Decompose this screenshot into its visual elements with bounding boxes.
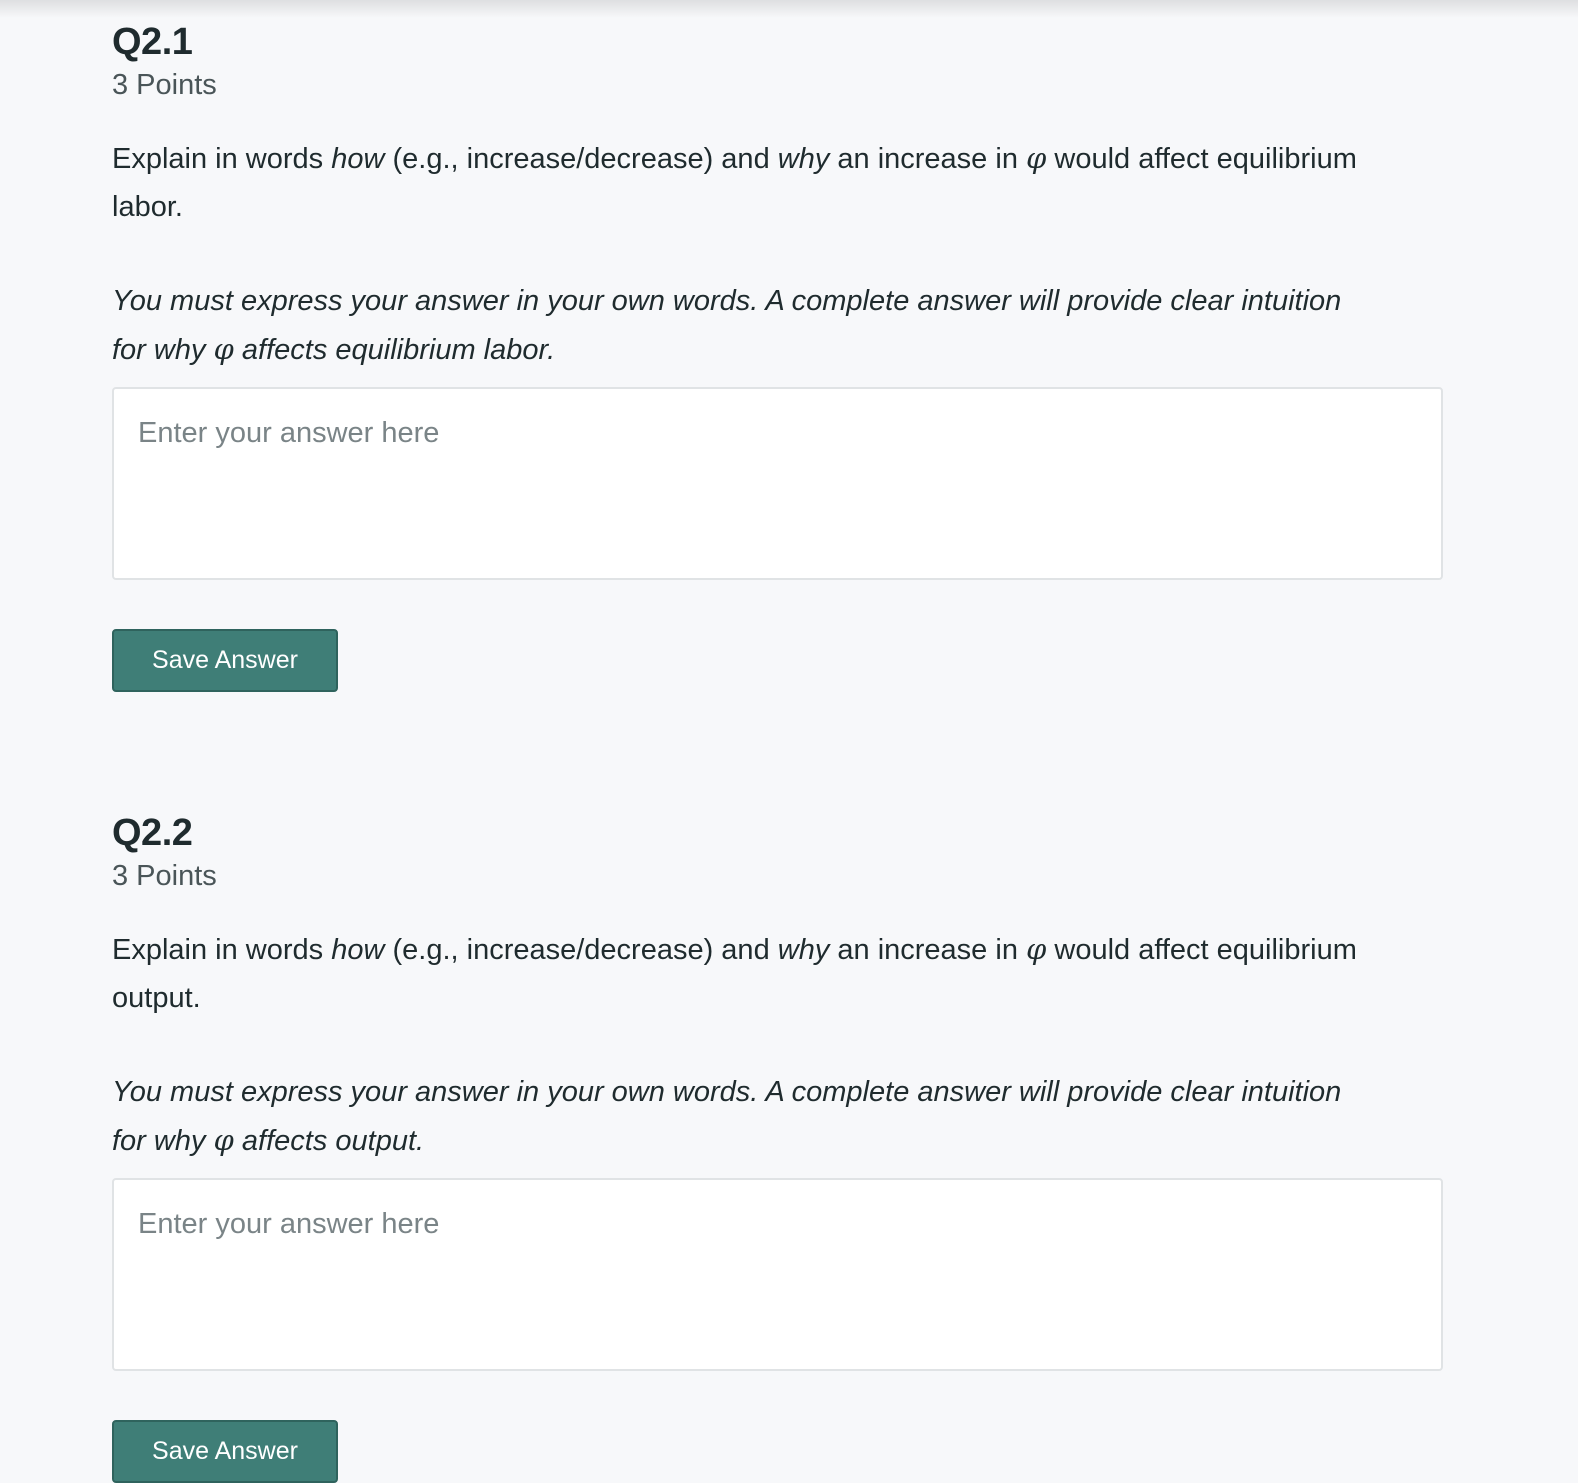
prompt-text: Explain in words — [112, 934, 332, 966]
note-text: affects output. — [233, 1124, 425, 1157]
prompt-text: would affect equilibrium labor. — [112, 143, 1357, 223]
question-points: 3 Points — [112, 860, 217, 892]
question-instructions — [112, 1069, 1372, 1165]
question-instructions — [112, 278, 1372, 374]
prompt-text: would affect equilibrium output. — [112, 934, 1357, 1014]
prompt-text: an increase in — [829, 143, 1026, 175]
answer-input[interactable] — [112, 387, 1443, 580]
note-text: affects equilibrium labor. — [233, 333, 556, 366]
prompt-text: (e.g., increase/decrease) and — [384, 143, 778, 175]
question-prompt — [112, 135, 1372, 231]
answer-input[interactable] — [112, 1178, 1443, 1371]
question-title: Q2.1 — [112, 21, 193, 63]
prompt-text: Explain in words — [112, 143, 332, 175]
phi-symbol: φ — [1026, 932, 1047, 966]
prompt-text: (e.g., increase/decrease) and — [384, 934, 778, 966]
question-points: 3 Points — [112, 69, 217, 101]
save-answer-button[interactable]: Save Answer — [112, 1420, 338, 1483]
phi-symbol: φ — [213, 1122, 234, 1157]
note-text: You must express your answer in your own words. A complete answer will provide clear intuition for why — [112, 285, 1342, 366]
header-shadow — [0, 0, 1578, 18]
phi-symbol: φ — [1026, 141, 1047, 175]
prompt-text: an increase in — [829, 934, 1026, 966]
prompt-emphasis-why: why — [777, 143, 830, 175]
note-text: You must express your answer in your own words. A complete answer will provide clear intuition for why — [112, 1076, 1342, 1157]
prompt-emphasis-how: how — [331, 143, 385, 175]
question-title: Q2.2 — [112, 812, 193, 854]
phi-symbol: φ — [213, 331, 234, 366]
prompt-emphasis-how: how — [331, 934, 385, 966]
prompt-emphasis-why: why — [777, 934, 830, 966]
question-prompt — [112, 926, 1372, 1022]
save-answer-button[interactable]: Save Answer — [112, 629, 338, 692]
